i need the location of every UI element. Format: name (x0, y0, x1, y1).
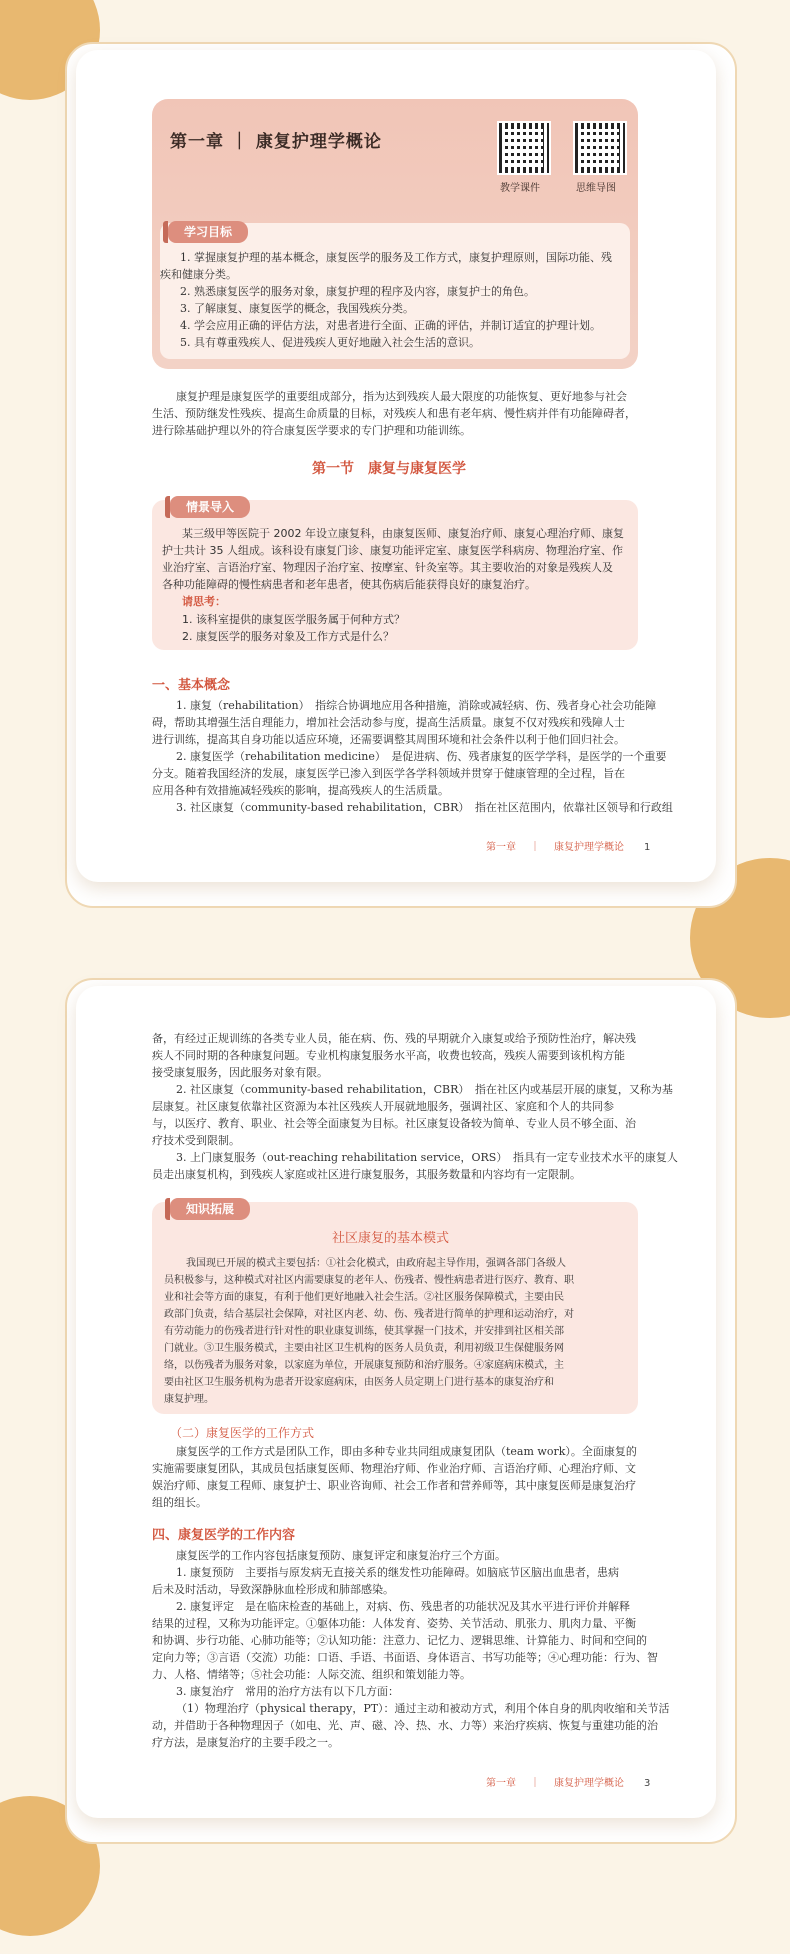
work-mode-line: 实施需要康复团队，其成员包括康复医师、物理治疗师、作业治疗师、言语治疗师、心理治疗师、文 (152, 1462, 636, 1475)
work-content-line: 定向力等；③言语（交流）功能：口语、手语、书面语、身体语言、书写功能等；④心理功能：行为、智 (152, 1651, 658, 1664)
goal-line: 2. 熟悉康复医学的服务对象，康复护理的程序及内容，康复护士的角色。 (180, 285, 535, 298)
knowledge-line: 康复护理。 (164, 1394, 214, 1405)
footer-chapter: 第一章 (486, 1778, 516, 1789)
knowledge-line: 我国现已开展的模式主要包括：①社会化模式，由政府起主导作用，强调各部门各级人 (186, 1258, 566, 1269)
work-content-line: 和协调、步行功能、心肺功能等；②认知功能：注意力、记忆力、逻辑思维、计算能力、时间和空间的 (152, 1634, 647, 1647)
footer-chapter: 第一章 (486, 842, 516, 853)
section-one-title: 第一节 康复与康复医学 (312, 461, 466, 477)
think-label: 请思考： (182, 595, 226, 608)
qr-label-courseware: 教学课件 (500, 183, 540, 194)
concept-line: 1. 康复（rehabilitation） 指综合协调地应用各种措施，消除或减轻病、伤、残者身心社会功能障 (176, 699, 657, 712)
scenario-line: 业治疗室、言语治疗室、物理因子治疗室、按摩室、针灸室等。其主要收治的对象是残疾人及 (162, 561, 613, 574)
footer-title: 康复护理学概论 (554, 1778, 624, 1789)
goal-line: 4. 学会应用正确的评估方法，对患者进行全面、正确的评估，并制订适宜的护理计划。 (180, 319, 601, 332)
knowledge-tag: 知识拓展 (170, 1198, 250, 1220)
work-content-line: 动，并借助于各种物理因子（如电、光、声、磁、冷、热、水、力等）来治疗疾病、恢复与重建功能的治 (152, 1719, 658, 1732)
knowledge-line: 有劳动能力的伤残者进行针对性的职业康复训练，使其掌握一门技术，并安排到社区相关部 (164, 1326, 564, 1337)
work-content-line: 力、人格、情绪等；⑤社会功能：人际交流、组织和策划能力等。 (152, 1668, 471, 1681)
knowledge-line: 要由社区卫生服务机构为患者开设家庭病床，由医务人员定期上门进行基本的康复治疗和 (164, 1377, 554, 1388)
body-line: 与，以医疗、教育、职业、社会等全面康复为目标。社区康复设备较为简单、专业人员不够全面、治 (152, 1117, 636, 1130)
work-content-line: 疗方法，是康复治疗的主要手段之一。 (152, 1736, 339, 1749)
work-content-title: 四、康复医学的工作内容 (152, 1528, 296, 1543)
concept-line: 分支。随着我国经济的发展，康复医学已渗入到医学各学科领域并贯穿于健康管理的全过程，旨在 (152, 767, 625, 780)
work-content-line: 2. 康复评定 是在临床检查的基础上，对病、伤、残患者的功能状况及其水平进行评价并解释 (176, 1600, 630, 1613)
scenario-line: 护士共计 35 人组成。该科设有康复门诊、康复功能评定室、康复医学科病房、物理治疗室、作 (162, 544, 623, 557)
work-content-line: （1）物理治疗（physical therapy，PT）：通过主动和被动方式，利用个体自身的肌肉收缩和关节活 (176, 1702, 670, 1715)
knowledge-line: 政部门负责，结合基层社会保障，对社区内老、幼、伤、残者进行简单的护理和运动治疗，对 (164, 1309, 574, 1320)
body-line: 员走出康复机构，到残疾人家庭或社区进行康复服务，其服务数量和内容均有一定限制。 (152, 1168, 581, 1181)
basic-concepts-title: 一、基本概念 (152, 678, 231, 693)
work-mode-subtitle: （二）康复医学的工作方式 (170, 1426, 315, 1440)
work-mode-line: 娱治疗师、康复工程师、康复护士、职业咨询师、社会工作者和营养师等，其中康复医师是康复治疗 (152, 1479, 636, 1492)
page-number: 1 (644, 842, 651, 853)
body-line: 2. 社区康复（community-based rehabilitation，CBR） 指在社区内或基层开展的康复，又称为基 (176, 1083, 673, 1096)
goal-line: 5. 具有尊重残疾人、促进残疾人更好地融入社会生活的意识。 (180, 336, 480, 349)
concept-line: 碍，帮助其增强生活自理能力，增加社会活动参与度，提高生活质量。康复不仅对残疾和残障人士 (152, 716, 625, 729)
goal-line: 3. 了解康复、康复医学的概念，我国残疾分类。 (180, 302, 414, 315)
work-content-line: 3. 康复治疗 常用的治疗方法有以下几方面： (176, 1685, 399, 1698)
concept-line: 2. 康复医学（rehabilitation medicine） 是促进病、伤、残者康复的医学学科，是医学的一个重要 (176, 750, 667, 763)
body-line: 备，有经过正规训练的各类专业人员，能在病、伤、残的早期就介入康复或给予预防性治疗，解决残 (152, 1032, 636, 1045)
think-question: 1. 该科室提供的康复医学服务属于何种方式？ (182, 613, 405, 626)
chapter-header (152, 99, 638, 369)
intro-line: 进行除基础护理以外的符合康复医学要求的专门护理和功能训练。 (152, 424, 471, 437)
body-line: 3. 上门康复服务（out-reaching rehabilitation service，ORS） 指具有一定专业技术水平的康复人 (176, 1151, 678, 1164)
work-content-line: 康复医学的工作内容包括康复预防、康复评定和康复治疗三个方面。 (176, 1549, 506, 1562)
goal-line: 疾和健康分类。 (160, 268, 237, 281)
page-number: 3 (644, 1778, 651, 1789)
work-content-line: 1. 康复预防 主要指与原发病无直接关系的继发性功能障碍。如脑底节区脑出血患者，患病 (176, 1566, 619, 1579)
concept-line: 3. 社区康复（community-based rehabilitation，CBR） 指在社区范围内，依靠社区领导和行政组 (176, 801, 673, 814)
scenario-line: 某三级甲等医院于 2002 年设立康复科，由康复医师、康复治疗师、康复心理治疗师、康复 (182, 527, 624, 540)
learning-goals-tag: 学习目标 (168, 221, 248, 243)
footer-title: 康复护理学概论 (554, 842, 624, 853)
body-line: 疾人不同时期的各种康复问题。专业机构康复服务水平高，收费也较高，残疾人需要到该机构方能 (152, 1049, 625, 1062)
page-3-footer: 第一章 ｜ 康复护理学概论 3 (486, 1778, 651, 1789)
knowledge-line: 业和社会等方面的康复，有利于他们更好地融入社会生活。②社区服务保障模式，主要由民 (164, 1292, 564, 1303)
work-content-line: 结果的过程，又称为功能评定。①躯体功能：人体发育、姿势、关节活动、肌张力、肌肉力量、平衡 (152, 1617, 636, 1630)
knowledge-line: 门就业。③卫生服务模式，主要由社区卫生机构的医务人员负责，利用初级卫生保健服务网 (164, 1343, 564, 1354)
intro-line: 生活、预防继发性残疾、提高生命质量的目标，对残疾人和患有老年病、慢性病并伴有功能障碍者， (152, 407, 636, 420)
concept-line: 应用各种有效措施减轻残疾的影响，提高残疾人的生活质量。 (152, 784, 449, 797)
qr-label-mindmap: 思维导图 (576, 183, 616, 194)
knowledge-line: 员积极参与，这种模式对社区内需要康复的老年人、伤残者、慢性病患者进行医疗、教育、职 (164, 1275, 574, 1286)
chapter-title: 第一章 ｜ 康复护理学概论 (170, 132, 382, 152)
body-line: 疗技术受到限制。 (152, 1134, 240, 1147)
qr-code-icon[interactable] (497, 121, 551, 175)
work-mode-line: 康复医学的工作方式是团队工作，即由多种专业共同组成康复团队（team work）。全面康复的 (176, 1445, 637, 1458)
intro-line: 康复护理是康复医学的重要组成部分，指为达到残疾人最大限度的功能恢复、更好地参与社会 (176, 390, 627, 403)
page-1-footer: 第一章 ｜ 康复护理学概论 1 (486, 842, 651, 853)
knowledge-title: 社区康复的基本模式 (332, 1231, 450, 1246)
work-mode-line: 组的组长。 (152, 1496, 207, 1509)
scenario-tag: 情景导入 (170, 496, 250, 518)
body-line: 接受康复服务，因此服务对象有限。 (152, 1066, 328, 1079)
work-content-line: 后未及时活动，导致深静脉血栓形成和肺部感染。 (152, 1583, 394, 1596)
qr-code-icon[interactable] (573, 121, 627, 175)
concept-line: 进行训练，提高其自身功能以适应环境，还需要调整其周围环境和社会条件以利于他们回归社会。 (152, 733, 625, 746)
body-line: 层康复。社区康复依靠社区资源为本社区残疾人开展就地服务，强调社区、家庭和个人的共同参 (152, 1100, 614, 1113)
knowledge-line: 络，以伤残者为服务对象，以家庭为单位，开展康复预防和治疗服务。④家庭病床模式，主 (164, 1360, 564, 1371)
goal-line: 1. 掌握康复护理的基本概念，康复医学的服务及工作方式，康复护理原则，国际功能、残 (180, 251, 612, 264)
scenario-line: 各种功能障碍的慢性病患者和老年患者，使其伤病后能获得良好的康复治疗。 (162, 578, 536, 591)
think-question: 2. 康复医学的服务对象及工作方式是什么？ (182, 630, 394, 643)
